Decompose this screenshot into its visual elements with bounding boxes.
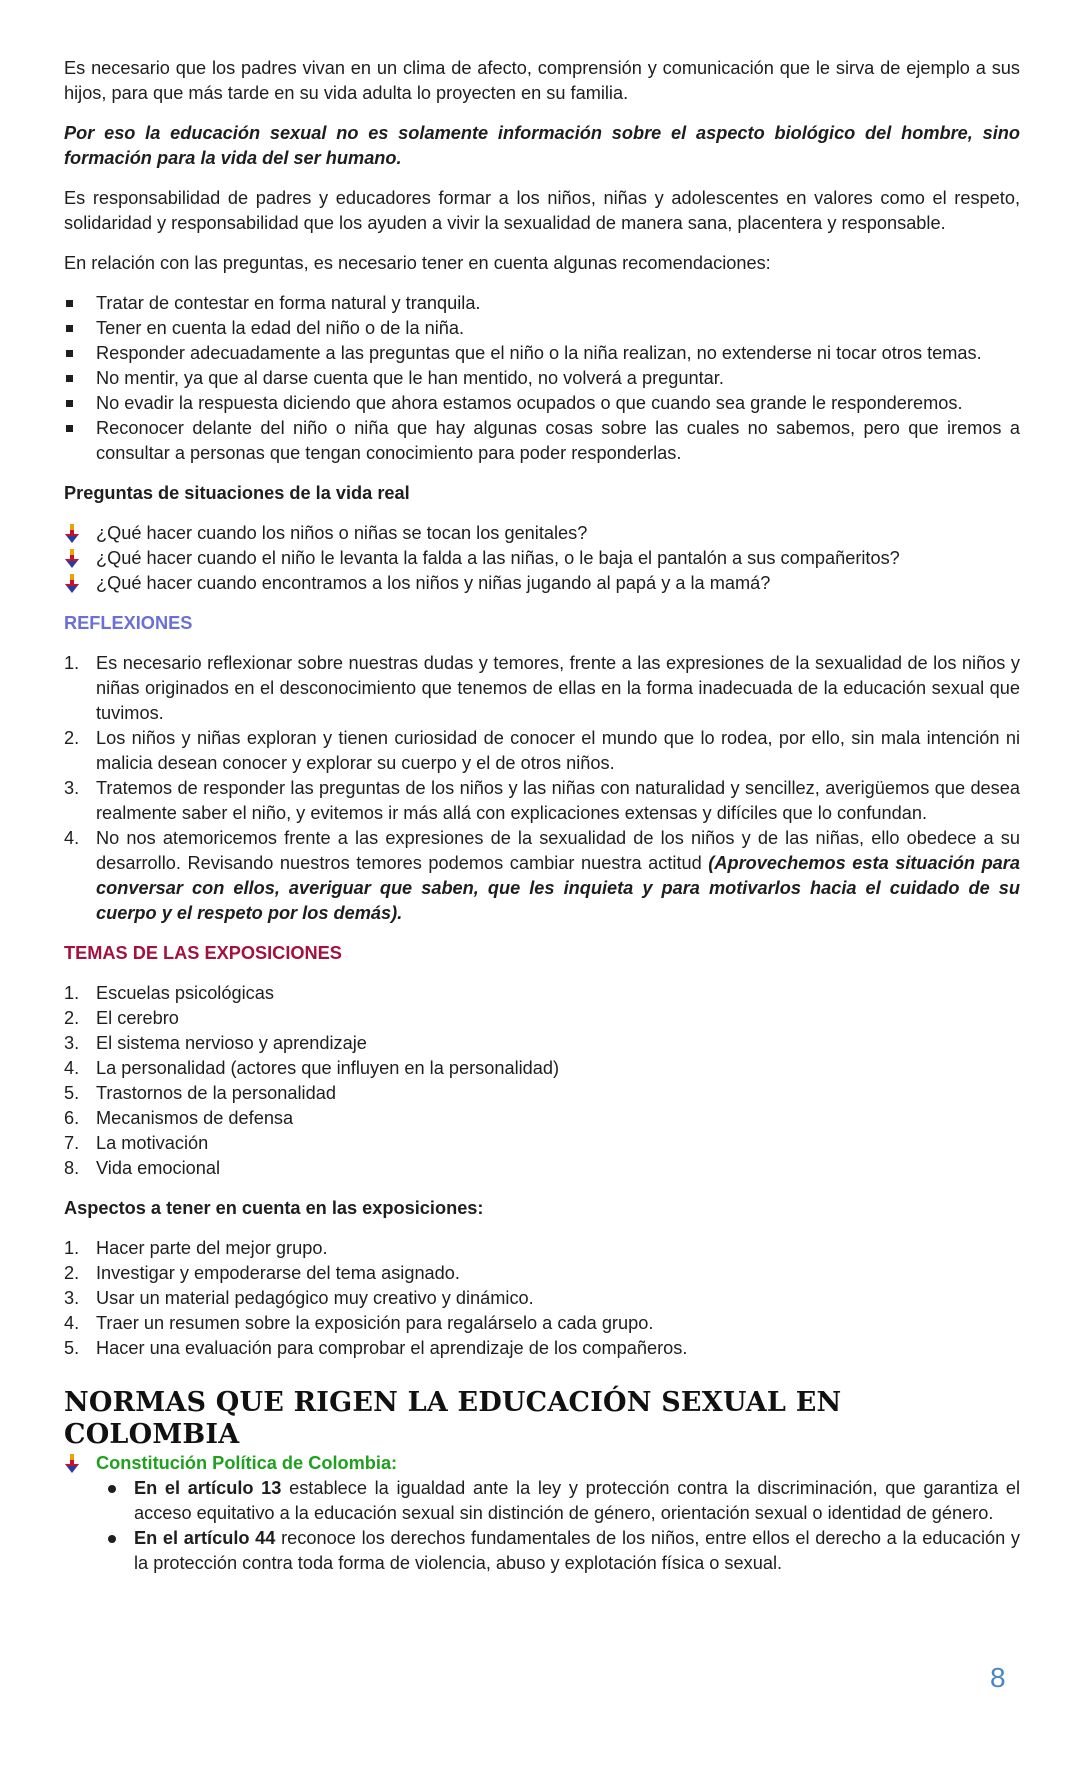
item-number: 1.	[64, 1238, 80, 1258]
list-item	[64, 981, 1020, 1006]
list-item	[64, 1236, 1020, 1261]
list-item	[64, 1056, 1020, 1081]
question-text: ¿Qué hacer cuando el niño le levanta la falda a las niñas, o le baja el pantalón a sus compañeritos?	[96, 548, 900, 568]
item-text: Usar un material pedagógico muy creativo y dinámico.	[96, 1288, 534, 1308]
arrow-down-icon	[64, 574, 80, 594]
item-emphasis: (Aprovechemos esta situación para conversar con ellos, averiguar que saben, que les inquieta y para motivarlos hacia el cuidado de su cuerpo y el respeto por los demás).	[96, 853, 1020, 923]
list-item	[64, 1311, 1020, 1336]
item-number: 7.	[64, 1133, 80, 1153]
item-number: 2.	[64, 1008, 80, 1028]
aspectos-heading: Aspectos a tener en cuenta en las exposiciones:	[64, 1198, 484, 1218]
item-number: 6.	[64, 1108, 80, 1128]
item-text: Tratemos de responder las preguntas de los niños y las niñas con naturalidad y sencillez, averigüemos que desea realmente saber el niño, y evitemos ir más allá con explicaciones extensas y difíciles que lo confundan.	[96, 778, 1020, 823]
temas-list	[64, 981, 1020, 1181]
questions-list	[64, 521, 1020, 596]
list-item	[64, 1106, 1020, 1131]
item-text: No nos atemoricemos frente a las expresiones de la sexualidad de los niños y de las niñas, ello obedece a su desarrollo. Revisando nuestros temores podemos cambiar nuestra actitud	[96, 828, 1020, 873]
temas-heading: TEMAS DE LAS EXPOSICIONES	[64, 943, 342, 963]
item-number: 4.	[64, 1313, 80, 1333]
list-item: Tener en cuenta la edad del niño o de la niña.	[64, 316, 1020, 341]
intro-paragraph-1: Es necesario que los padres vivan en un clima de afecto, comprensión y comunicación que le sirva de ejemplo a sus hijos, para que más tarde en su vida adulta lo proyecten en su familia.	[64, 58, 1020, 103]
article-label: En el artículo 13	[134, 1478, 282, 1498]
list-item	[64, 1081, 1020, 1106]
recommendations-list	[64, 291, 1020, 466]
item-text: El sistema nervioso y aprendizaje	[96, 1033, 367, 1053]
question-text: ¿Qué hacer cuando encontramos a los niños y niñas jugando al papá y a la mamá?	[96, 573, 771, 593]
list-item	[64, 726, 1020, 776]
page-number: 8	[990, 1662, 1006, 1693]
item-number: 3.	[64, 1033, 80, 1053]
item-number: 2.	[64, 728, 80, 748]
list-item	[64, 1286, 1020, 1311]
arrow-down-icon	[64, 1454, 80, 1474]
question-text: ¿Qué hacer cuando los niños o niñas se tocan los genitales?	[96, 523, 588, 543]
aspectos-list	[64, 1236, 1020, 1361]
intro-paragraph-emphasis: Por eso la educación sexual no es solamente información sobre el aspecto biológico del hombre, sino formación para la vida del ser humano.	[64, 123, 1020, 168]
list-item	[64, 1131, 1020, 1156]
list-item: No evadir la respuesta diciendo que ahora estamos ocupados o que cuando sea grande le responderemos.	[64, 391, 1020, 416]
item-text: El cerebro	[96, 1008, 179, 1028]
item-text: Mecanismos de defensa	[96, 1108, 294, 1128]
normas-heading: NORMAS QUE RIGEN LA EDUCACIÓN SEXUAL EN COLOMBIA	[64, 1387, 842, 1450]
list-item: Reconocer delante del niño o niña que hay algunas cosas sobre las cuales no sabemos, pero que iremos a consultar a personas que tengan conocimiento para poder responderlas.	[64, 416, 1020, 466]
list-item	[102, 1526, 1020, 1576]
list-item: Tratar de contestar en forma natural y tranquila.	[64, 291, 1020, 316]
constitucion-heading: Constitución Política de Colombia:	[96, 1453, 398, 1473]
intro-paragraph-3: Es responsabilidad de padres y educadores formar a los niños, niñas y adolescentes en valores como el respeto, solidaridad y responsabilidad que los ayuden a vivir la sexualidad de manera sana, placentera y responsable.	[64, 188, 1020, 233]
list-item	[102, 1476, 1020, 1526]
item-text: Hacer parte del mejor grupo.	[96, 1238, 328, 1258]
item-text: La personalidad (actores que influyen en la personalidad)	[96, 1058, 560, 1078]
document-page	[64, 56, 1020, 1576]
item-text: Traer un resumen sobre la exposición para regalárselo a cada grupo.	[96, 1313, 654, 1333]
item-number: 4.	[64, 1058, 80, 1078]
reflexiones-heading: REFLEXIONES	[64, 613, 193, 633]
articles-list	[64, 1476, 1020, 1576]
list-item	[64, 1261, 1020, 1286]
item-number: 1.	[64, 653, 80, 673]
list-item	[64, 521, 1020, 546]
intro-paragraph-4: En relación con las preguntas, es necesario tener en cuenta algunas recomendaciones:	[64, 253, 771, 273]
list-item	[64, 546, 1020, 571]
item-number: 5.	[64, 1338, 80, 1358]
list-item	[64, 571, 1020, 596]
list-item: No mentir, ya que al darse cuenta que le han mentido, no volverá a preguntar.	[64, 366, 1020, 391]
item-number: 3.	[64, 778, 80, 798]
item-text: Investigar y empoderarse del tema asignado.	[96, 1263, 460, 1283]
item-text: Vida emocional	[96, 1158, 221, 1178]
item-number: 1.	[64, 983, 80, 1003]
item-number: 5.	[64, 1083, 80, 1103]
list-item	[64, 776, 1020, 826]
list-item	[64, 1156, 1020, 1181]
arrow-down-icon	[64, 524, 80, 544]
article-label: En el artículo 44	[134, 1528, 276, 1548]
article-text: establece la igualdad ante la ley y protección contra la discriminación, que garantiza el acceso equitativo a la educación sexual sin distinción de género, orientación sexual o identidad de género.	[134, 1478, 1020, 1523]
item-text: Escuelas psicológicas	[96, 983, 274, 1003]
normas-list	[64, 1451, 1020, 1476]
list-item	[64, 651, 1020, 726]
list-item	[64, 1031, 1020, 1056]
list-item	[64, 1451, 1020, 1476]
item-number: 4.	[64, 828, 80, 848]
list-item: Responder adecuadamente a las preguntas que el niño o la niña realizan, no extenderse ni tocar otros temas.	[64, 341, 1020, 366]
item-text: La motivación	[96, 1133, 209, 1153]
reflexiones-list	[64, 651, 1020, 926]
questions-heading: Preguntas de situaciones de la vida real	[64, 483, 410, 503]
list-item	[64, 826, 1020, 926]
item-text: Es necesario reflexionar sobre nuestras dudas y temores, frente a las expresiones de la sexualidad de los niños y niñas originados en el desconocimiento que tenemos de ellas en la forma inadecuada de la educación sexual que tuvimos.	[96, 653, 1020, 723]
item-number: 3.	[64, 1288, 80, 1308]
article-text: reconoce los derechos fundamentales de los niños, entre ellos el derecho a la educación y la protección contra toda forma de violencia, abuso y explotación física o sexual.	[134, 1528, 1020, 1573]
list-item	[64, 1336, 1020, 1361]
list-item	[64, 1006, 1020, 1031]
arrow-down-icon	[64, 549, 80, 569]
item-text: Trastornos de la personalidad	[96, 1083, 336, 1103]
item-text: Los niños y niñas exploran y tienen curiosidad de conocer el mundo que lo rodea, por ello, sin mala intención ni malicia desean conocer y explorar su cuerpo y el de otros niños.	[96, 728, 1020, 773]
item-text: Hacer una evaluación para comprobar el aprendizaje de los compañeros.	[96, 1338, 688, 1358]
item-number: 8.	[64, 1158, 80, 1178]
item-number: 2.	[64, 1263, 80, 1283]
